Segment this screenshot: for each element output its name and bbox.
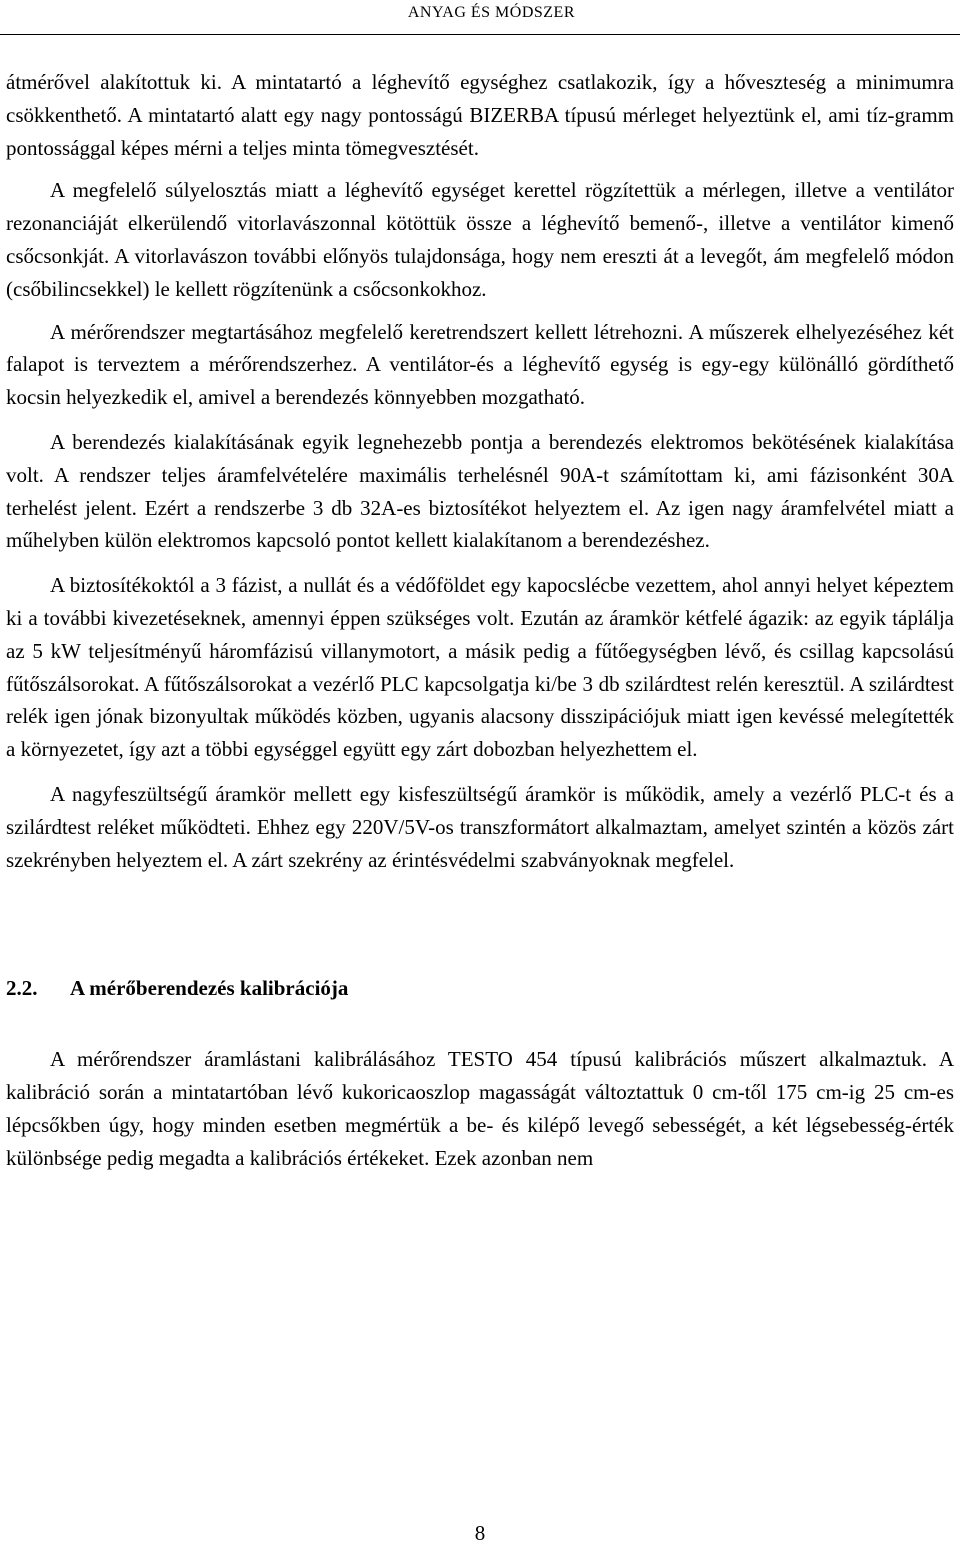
paragraph-4: A berendezés kialakításának egyik legnehezebb pontja a berendezés elektromos bekötésének kialakítása volt. A rendszer teljes áramfelvételére maximális terhelésnél 90A-t számítottam ki, ami fázisonként 30A terhelést jelent. Ezért a rendszerbe 3 db 32A-es biztosítékot helyeztem el. Az igen nagy áramfelvétel miatt a műhelyben külön elektromos kapcsoló pontot kellett kialakítanom a berendezéshez. bbox=[6, 429, 954, 553]
paragraph-6: A nagyfeszültségű áramkör mellett egy kisfeszültségű áramkör is működik, amely a vezérlő PLC-t és a szilárdtest reléket működteti. Ehhez egy 220V/5V-os transzformátort alkalmaztam, amelyet szintén a közös zárt szekrényben helyeztem el. A zárt szekrény az érintésvédelmi szabványoknak megfelel. bbox=[6, 781, 954, 872]
section-title: A mérőberendezés kalibrációja bbox=[70, 976, 349, 1001]
section-heading bbox=[6, 972, 954, 1005]
paragraph-2: A megfelelő súlyelosztás miatt a léghevítő egységet kerettel rögzítettük a mérlegen, illetve a ventilátor rezonanciáját elkerülendő vitorlavászonnal kötöttük össze a léghevítő bemenő-, illetve a ventilátor kimenő csőcsonkját. A vitorlavászon további előnyös tulajdonsága, hogy nem ereszti át a levegőt, ám megfelelő módon (csőbilincsekkel) le kellett rögzítenünk a csőcsonkokhoz. bbox=[6, 178, 954, 301]
paragraph-3: A mérőrendszer megtartásához megfelelő keretrendszert kellett létrehozni. A műszerek elhelyezéséhez két falapot is terveztem a mérőrendszerhez. A ventilátor-és a léghevítő egység is egy-egy különálló gördíthető kocsin helyezkedik el, amivel a berendezés könnyebben mozgatható. bbox=[6, 319, 954, 410]
paragraph-1: átmérővel alakítottuk ki. A mintatartó a léghevítő egységhez csatlakozik, így a hőveszteség a minimumra csökkenthető. A mintatartó alatt egy nagy pontosságú BIZERBA típusú mérleget helyeztünk el, ami tíz-gramm pontossággal képes mérni a teljes minta tömegvesztését. bbox=[6, 70, 954, 160]
paragraph-5: A biztosítékoktól a 3 fázist, a nullát és a védőföldet egy kapocslécbe vezettem, ahol annyi helyet képeztem ki a további kivezetéseknek, amennyi éppen szükséges volt. Ezután az áramkör kétfelé ágazik: az egyik táplálja az 5 kW teljesítményű háromfázisú villanymotort, a másik pedig a fűtőegységben lévő, és csillag kapcsolású fűtőszálsorokat. A fűtőszálsorokat a vezérlő PLC kapcsolgatja ki/be 3 db szilárdtest relén keresztül. A szilárdtest relék igen jónak bizonyultak működés közben, ugyanis alacsony disszipációjuk miatt igen kevéssé melegítették a környezetet, így azt a többi egységgel együtt egy zárt dobozban helyezhettem el. bbox=[6, 573, 954, 762]
header-divider bbox=[0, 34, 960, 35]
section-paragraph-1: A mérőrendszer áramlástani kalibrálásához TESTO 454 típusú kalibrációs műszert alkalmaztuk. A kalibráció során a mintatartóban lévő kukoricaoszlop magasságát változtattuk 0 cm-től 175 cm-ig 25 cm-es lépcsőkben úgy, hogy minden esetben megmértük a be- és kilépő levegő sebességét, a két légsebesség-érték különbsége pedig megadta a kalibrációs értékeket. Ezek azonban nem bbox=[6, 1047, 954, 1170]
page-body bbox=[6, 66, 954, 1174]
section-number: 2.2. bbox=[6, 976, 38, 1001]
running-header: ANYAG ÉS MÓDSZER bbox=[407, 4, 575, 21]
page-number: 8 bbox=[474, 1521, 486, 1545]
